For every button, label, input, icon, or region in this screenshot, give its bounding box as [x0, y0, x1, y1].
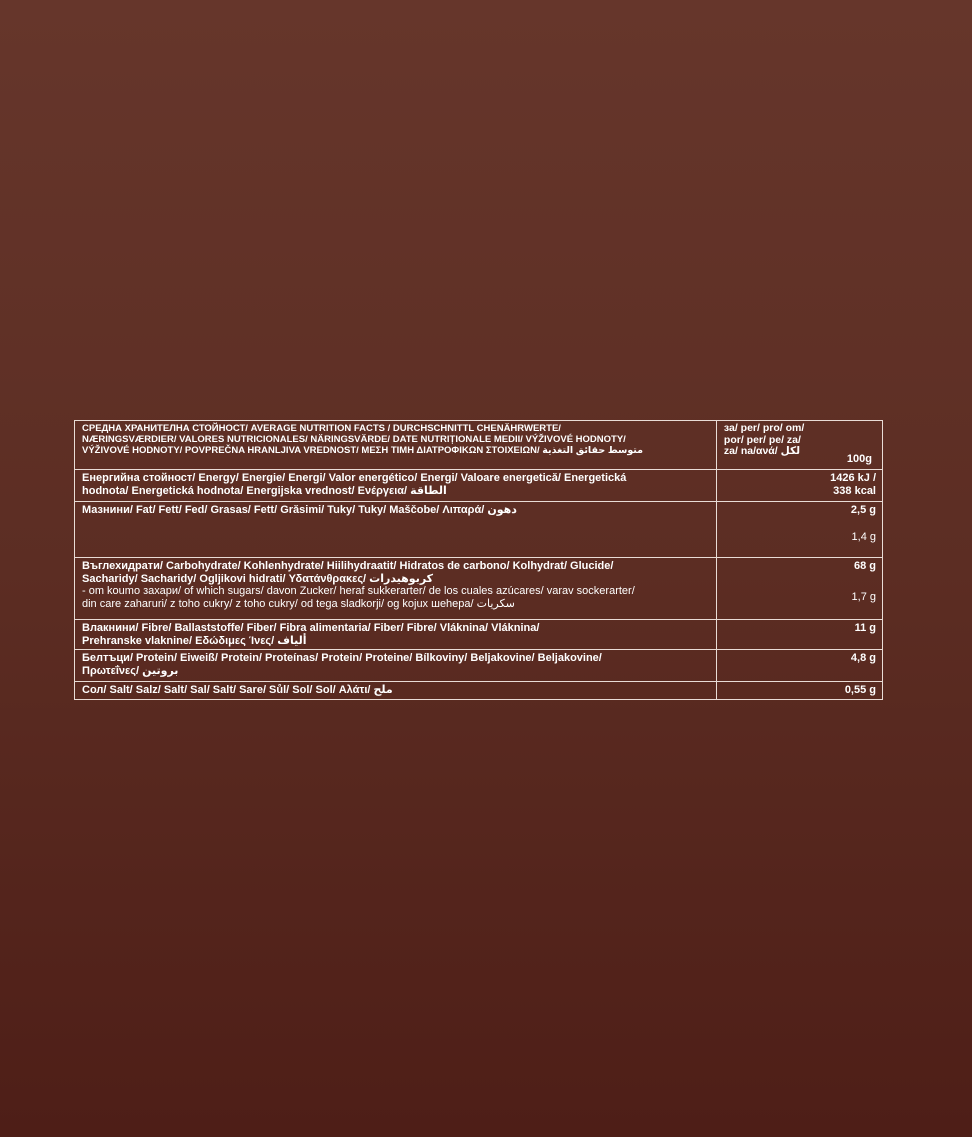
- row-label-line: Мазнини/ Fat/ Fett/ Fed/ Grasas/ Fett/ Grăsimi/ Tuky/ Tuky/ Maščobe/ Λιπαρά/ دهون: [82, 504, 517, 516]
- row-label-line: Prehranske vlaknine/ Εδώδιμες Ίνες/ ألياف: [82, 634, 307, 647]
- header-title-line: СРЕДНА ХРАНИТЕЛНА СТОЙНОСТ/ AVERAGE NUTRITION FACTS / DURCHSCHNITTL CHENÄHRWERTE/: [82, 423, 561, 434]
- row-value-line: 4,8 g: [850, 652, 876, 664]
- row-label-line: Sacharidy/ Sacharidy/ Ogljikovi hidrati/ Υδατάνθρακες/ كربوهيدرات: [82, 572, 434, 585]
- row-label-line: Влакнини/ Fibre/ Ballaststoffe/ Fiber/ Fibra alimentaria/ Fiber/ Fibre/ Vláknina/ Vláknina/: [82, 622, 540, 634]
- row-value: [716, 502, 882, 558]
- row-sub-value: 1,7 g: [851, 590, 876, 603]
- row-value-line: 0,55 g: [844, 684, 876, 696]
- row-sub-label-line: - om koumo захари/ of which sugars/ davon Zucker/ heraf sukkerarter/ de los cuales azúcares/ varav sockerarter/: [82, 585, 635, 597]
- table-row-fat: [75, 502, 883, 558]
- row-label-line: Въглехидрати/ Carbohydrate/ Kohlenhydrate/ Hiilihydraatit/ Hidratos de carbono/ Kolhydrat/ Glucide/: [82, 560, 614, 572]
- row-value: [716, 558, 882, 620]
- row-label: [75, 650, 717, 682]
- table-row-fibre: [75, 620, 883, 650]
- row-value: [716, 620, 882, 650]
- row-value-line: 1426 kJ /: [830, 472, 876, 484]
- header-per-amount: 100g: [846, 452, 872, 465]
- nutrition-table: [74, 420, 883, 700]
- row-label-line: hodnota/ Energetická hodnota/ Energijska vrednost/ Ενέργεια/ الطاقة: [82, 484, 447, 497]
- row-label: [75, 502, 717, 558]
- header-title-line: VÝŽIVOVÉ HODNOTY/ POVPREČNA HRANLJIVA VREDNOST/ ΜΕΣΗ ΤΙΜΗ ΔΙΑΤΡΟΦΙΚΩΝ ΣΤΟΙΧΕΙΩΝ/ متوسط حقائق التغذية: [82, 445, 644, 456]
- header-per-line: za/ na/ανά/ لكل: [723, 445, 801, 457]
- row-value: [716, 682, 882, 700]
- row-label-line: Белтъци/ Protein/ Eiweiß/ Protein/ Proteínas/ Protein/ Proteine/ Bílkoviny/ Beljakovine/ Beljakovine/: [82, 652, 602, 664]
- row-label-line: Πρωτεΐνες/ بروتين: [82, 664, 179, 677]
- row-label-line: Сол/ Salt/ Salz/ Salt/ Sal/ Salt/ Sare/ Sůl/ Sol/ Sol/ Αλάτι/ ملح: [82, 684, 393, 696]
- table-row-carbohydrate: [75, 558, 883, 620]
- row-sub-label-line: din care zaharuri/ z toho cukry/ z toho cukry/ od tega sladkorji/ og kojux шеhepa/ سكريات: [82, 597, 515, 610]
- table-row-salt: [75, 682, 883, 700]
- table-header-row: [75, 421, 883, 470]
- row-label: [75, 682, 717, 700]
- row-value-line: 68 g: [853, 560, 876, 572]
- header-per: [716, 421, 882, 470]
- row-label-line: Енергийна стойност/ Energy/ Energie/ Energi/ Valor energético/ Energi/ Valoare energetică/ Energetická: [82, 472, 627, 484]
- row-value-line: 338 kcal: [833, 484, 876, 497]
- row-value-line: 11 g: [854, 622, 876, 634]
- row-label: [75, 470, 717, 502]
- header-per-line: за/ per/ pro/ om/: [723, 422, 805, 434]
- row-value-line: 2,5 g: [850, 504, 876, 516]
- header-per-line: por/ per/ pe/ za/: [723, 433, 801, 446]
- table-row-protein: [75, 650, 883, 682]
- row-label: [75, 620, 717, 650]
- row-value: [716, 650, 882, 682]
- table-row-energy: [75, 470, 883, 502]
- header-title: [75, 421, 717, 470]
- row-sub-value: 1,4 g: [851, 530, 876, 543]
- header-title-line: NÆRINGSVÆRDIER/ VALORES NUTRICIONALES/ NÄRINGSVÄRDE/ DATE NUTRIȚIONALE MEDII/ VÝŽIVOVÉ HODNOTY/: [82, 434, 626, 445]
- row-label: [75, 558, 717, 620]
- row-value: [716, 470, 882, 502]
